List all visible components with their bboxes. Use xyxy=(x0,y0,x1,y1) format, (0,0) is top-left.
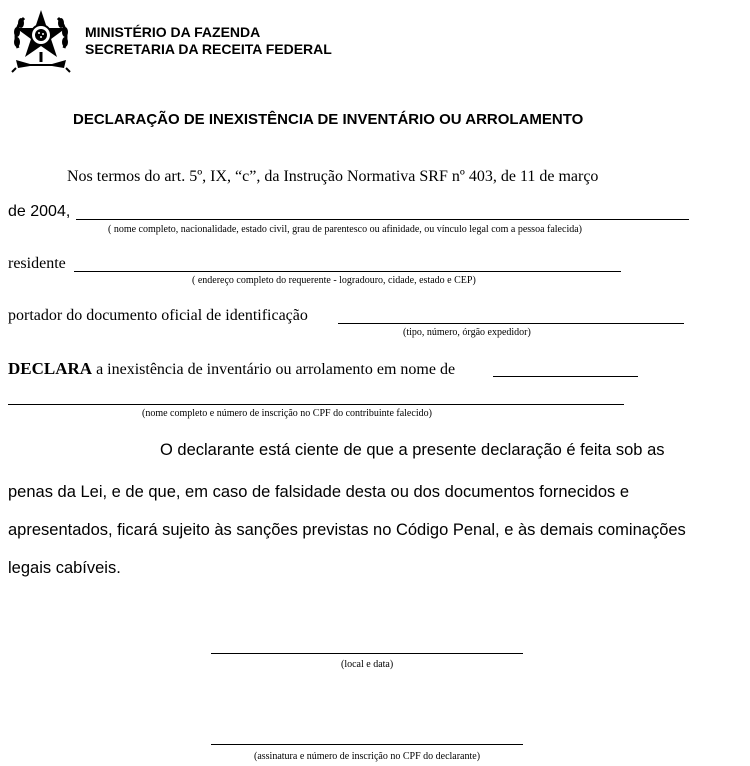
deceased-field-hint: (nome completo e número de inscrição no CPF do contribuinte falecido) xyxy=(142,408,432,419)
document-field-line[interactable] xyxy=(338,323,684,324)
name-field-hint: ( nome completo, nacionalidade, estado civil, grau de parentesco ou afinidade, ou vínculo legal com a pessoa falecida) xyxy=(108,224,582,235)
signature-line[interactable] xyxy=(211,744,523,745)
residence-label: residente xyxy=(8,255,66,272)
coat-of-arms-emblem xyxy=(10,8,72,74)
document-label: portador do documento oficial de identificação xyxy=(8,307,308,324)
address-field-line[interactable] xyxy=(74,271,621,272)
declaration-line-2: penas da Lei, e de que, em caso de falsidade desta ou dos documentos fornecidos e xyxy=(8,483,630,501)
declara-text: a inexistência de inventário ou arrolamento em nome de xyxy=(96,361,456,378)
declaration-line-4: legais cabíveis. xyxy=(8,559,121,577)
place-date-hint: (local e data) xyxy=(341,659,394,670)
document-field-hint: (tipo, número, órgão expedidor) xyxy=(403,327,531,338)
date-prefix: de 2004, xyxy=(8,203,71,220)
declara-sentence xyxy=(8,359,455,379)
address-field-hint: ( endereço completo do requerente - logradouro, cidade, estado e CEP) xyxy=(192,275,476,286)
ministry-name: MINISTÉRIO DA FAZENDA xyxy=(85,24,261,40)
intro-text: Nos termos do art. 5º, IX, “c”, da Instrução Normativa SRF nº 403, de 11 de março xyxy=(67,168,599,185)
place-date-line[interactable] xyxy=(211,653,523,654)
signature-hint: (assinatura e número de inscrição no CPF do declarante) xyxy=(254,751,481,762)
declaration-line-3: apresentados, ficará sujeito às sanções previstas no Código Penal, e às demais cominações xyxy=(8,521,686,539)
name-field-line[interactable] xyxy=(76,219,689,220)
secretariat-name: SECRETARIA DA RECEITA FEDERAL xyxy=(85,41,332,57)
document-title: DECLARAÇÃO DE INEXISTÊNCIA DE INVENTÁRIO OU ARROLAMENTO xyxy=(73,111,584,128)
deceased-name-line-2[interactable] xyxy=(8,404,624,405)
deceased-name-line-1[interactable] xyxy=(493,376,638,377)
declara-keyword: DECLARA xyxy=(8,359,93,378)
declaration-line-1: O declarante está ciente de que a presente declaração é feita sob as xyxy=(160,441,665,459)
